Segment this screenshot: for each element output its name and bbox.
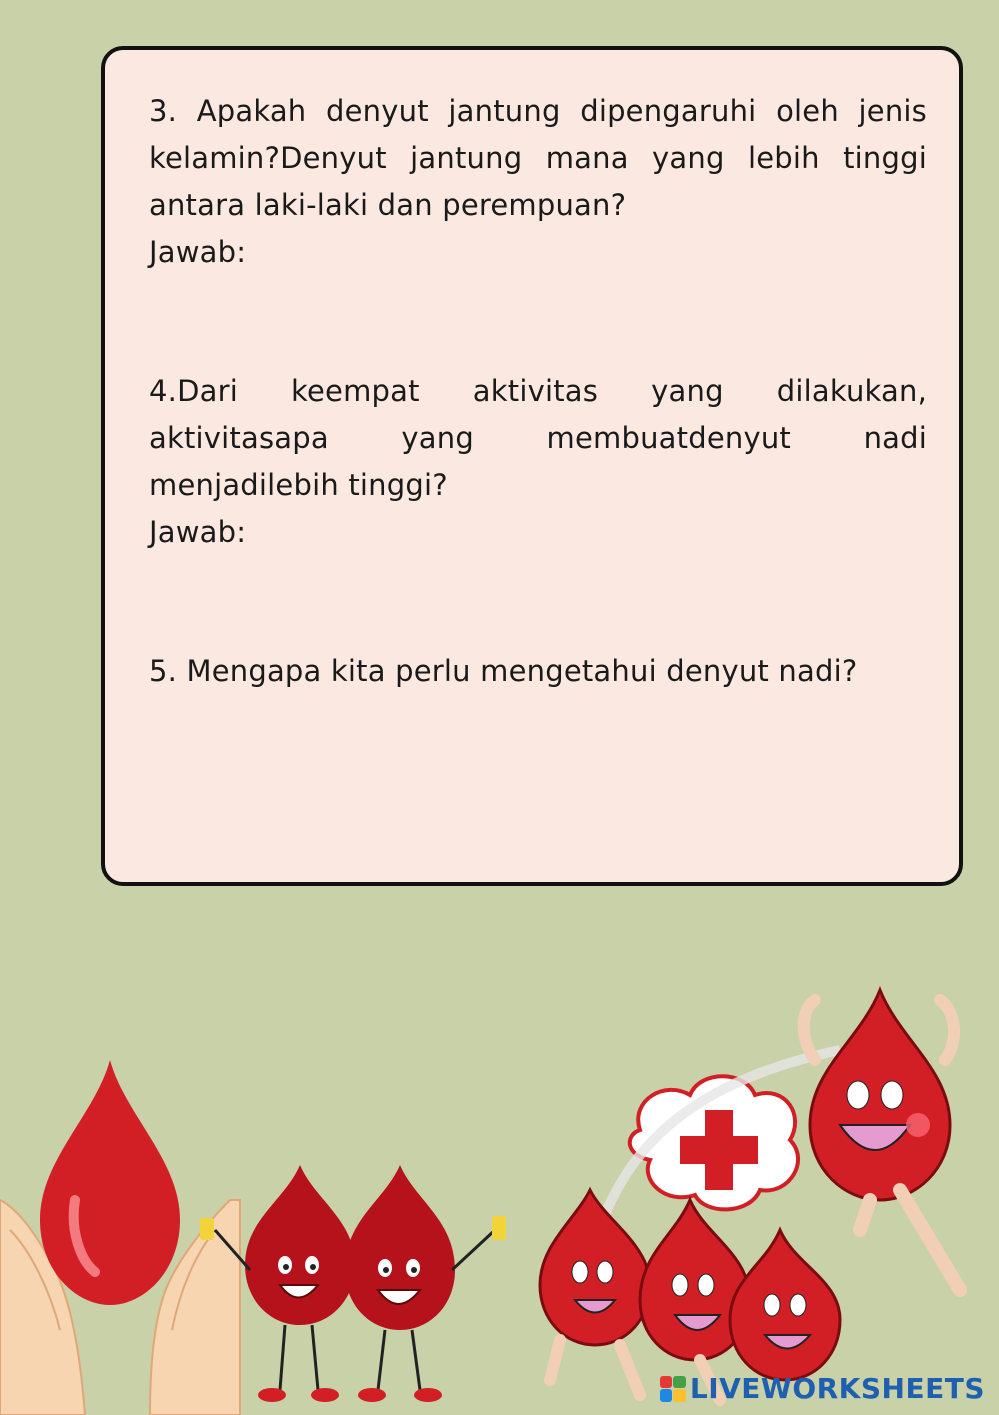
question-4-answer-label: Jawab: (149, 515, 247, 549)
question-card (101, 46, 963, 886)
question-4-line-2: aktivitasapa yang membuatdenyut nadi (149, 421, 927, 455)
liveworksheets-text: LIVEWORKSHEETS (689, 1372, 985, 1405)
question-3-line-2: kelamin?Denyut jantung mana yang lebih tinggi (149, 141, 927, 175)
question-4-line-3: menjadilebih tinggi? (149, 468, 448, 502)
question-4 (149, 368, 927, 556)
question-4-line-1: 4.Dari keempat aktivitas yang dilakukan, (149, 374, 927, 408)
large-blood-drop-icon (40, 1060, 180, 1305)
question-3-line-3: antara laki-laki dan perempuan? (149, 188, 627, 222)
question-5 (149, 648, 927, 695)
question-3-line-1: 3. Apakah denyut jantung dipengaruhi oleh jenis (149, 94, 927, 128)
blood-drops-illustration (0, 900, 999, 1415)
question-3-answer-label: Jawab: (149, 235, 247, 269)
question-3 (149, 88, 927, 276)
drop-group-characters-icon (540, 1190, 840, 1400)
liveworksheets-logo-icon (660, 1376, 686, 1402)
liveworksheets-watermark (660, 1372, 985, 1405)
drop-character-right-icon (345, 1165, 506, 1402)
jumping-drop-character-icon (804, 990, 960, 1290)
question-5-text: 5. Mengapa kita perlu mengetahui denyut nadi? (149, 654, 858, 688)
